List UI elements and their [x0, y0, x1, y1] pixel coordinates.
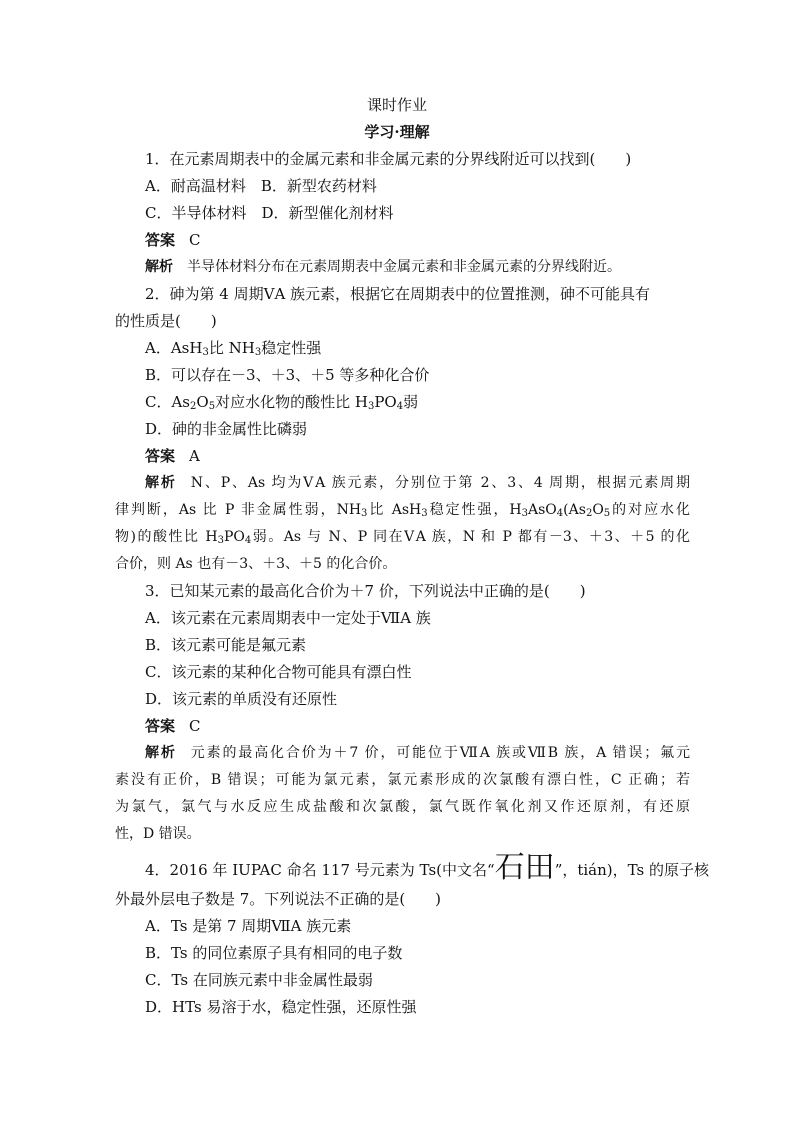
subscript: 2 — [190, 401, 197, 412]
q4-option-b: B．Ts 的同位素原子具有相同的电子数 — [145, 944, 403, 962]
q3-option-a: A．该元素在元素周期表中一定处于ⅦA 族 — [145, 609, 431, 627]
text: 的对应水化 — [610, 502, 690, 518]
subscript: 3 — [217, 535, 225, 546]
text: 4．2016 年 IUPAC 命名 117 号元素为 Ts(中文名“ — [145, 861, 495, 879]
q3-option-d: D．该元素的单质没有还原性 — [145, 690, 338, 708]
text: 比 NH — [208, 339, 255, 357]
analysis-label: 解析 — [145, 259, 173, 275]
analysis-label: 解析 — [145, 475, 177, 491]
subscript: 4 — [556, 508, 564, 519]
text: (As — [563, 502, 586, 518]
q2-option-b: B．可以存在－3、＋3、＋5 等多种化合价 — [145, 366, 430, 384]
subscript: 5 — [208, 401, 216, 412]
text: 弱 — [403, 393, 419, 411]
text: O — [196, 393, 209, 411]
q3-stem: 3．已知某元素的最高化合价为＋7 价，下列说法中正确的是( ) — [145, 582, 586, 600]
q2-option-c — [145, 389, 690, 416]
text: 比 AsH — [367, 502, 422, 518]
q2-stem-line2: 的性质是( ) — [115, 312, 217, 330]
answer-value: A — [189, 447, 200, 465]
q3-answer — [145, 713, 690, 740]
text: 律判断，As 比 P 非金属性弱，NH — [115, 502, 362, 518]
q2-analysis-line3 — [115, 524, 690, 551]
answer-label: 答案 — [145, 447, 176, 465]
q4-option-d: D．HTs 易溶于水，稳定性强，还原性强 — [145, 998, 417, 1016]
page-title: 课时作业 — [366, 96, 427, 114]
answer-value: C — [189, 231, 201, 249]
q1-stem: 1．在元素周期表中的金属元素和非金属元素的分界线附近可以找到( ) — [145, 150, 632, 168]
analysis-text: 元素的最高化合价为＋7 价，可能位于ⅦA 族或ⅦB 族，A 错误；氟元 — [190, 745, 690, 761]
text: A．AsH — [145, 339, 203, 357]
q2-option-a — [145, 335, 690, 362]
q1-options-cd: C．半导体材料 D．新型催化剂材料 — [145, 204, 394, 222]
text: 弱。As 与 N、P 同在ⅤA 族，N 和 P 都有－3、＋3、＋5 的化 — [251, 529, 690, 545]
q3-analysis-line3: 为氯气，氯气与水反应生成盐酸和次氯酸，氯气既作氧化剂又作还原剂，有还原 — [115, 799, 690, 815]
text: C．As — [145, 393, 191, 411]
subscript: 4 — [396, 401, 404, 412]
q1-options-ab: A．耐高温材料 B．新型农药材料 — [145, 177, 377, 195]
answer-label: 答案 — [145, 717, 176, 735]
q4-option-a: A．Ts 是第 7 周期ⅦA 族元素 — [145, 917, 352, 935]
subscript: 2 — [585, 508, 593, 519]
q3-option-c: C．该元素的某种化合物可能具有漂白性 — [145, 663, 412, 681]
text: PO — [224, 529, 245, 545]
q3-analysis-line4: 性，D 错误。 — [115, 826, 201, 842]
element-character: 石田 — [494, 850, 555, 885]
answer-label: 答案 — [145, 231, 176, 249]
q2-stem-line1: 2．砷为第 4 周期ⅤA 族元素，根据它在周期表中的位置推测，砷不可能具有 — [145, 285, 651, 303]
q4-stem-line1 — [145, 850, 710, 885]
subscript: 3 — [202, 347, 209, 358]
q2-analysis-line2 — [115, 497, 690, 524]
subscript: 4 — [244, 535, 252, 546]
text: AsO — [528, 502, 557, 518]
text: PO — [374, 393, 397, 411]
text: 稳定性强 — [261, 339, 322, 357]
subscript: 3 — [521, 508, 529, 519]
answer-value: C — [189, 717, 201, 735]
q4-stem-line2: 外最外层电子数是 7。下列说法不正确的是( ) — [115, 890, 442, 908]
analysis-label: 解析 — [145, 745, 177, 761]
q2-answer — [145, 443, 690, 470]
text: O — [592, 502, 604, 518]
subscript: 3 — [421, 508, 428, 519]
subscript: 5 — [603, 508, 611, 519]
subscript: 3 — [361, 508, 368, 519]
text: 物)的酸性比 H — [115, 529, 218, 545]
analysis-text: N、P、As 均为ⅤA 族元素，分别位于第 2、3、4 周期，根据元素周期 — [190, 475, 690, 491]
text: 稳定性强，H — [427, 502, 522, 518]
q2-analysis-line4: 合价，则 As 也有－3、＋3、＋5 的化合价。 — [115, 556, 397, 572]
q1-answer — [145, 227, 690, 254]
q3-analysis-line2: 素没有正价，B 错误；可能为氯元素，氯元素形成的次氯酸有漂白性，C 正确；若 — [115, 772, 690, 788]
section-subtitle: 学习·理解 — [364, 123, 430, 141]
subscript: 3 — [254, 347, 262, 358]
subscript: 3 — [367, 401, 375, 412]
q1-analysis — [145, 254, 690, 281]
q3-option-b: B．该元素可能是氟元素 — [145, 636, 307, 654]
text: 对应水化物的酸性比 H — [215, 393, 368, 411]
q2-analysis-line1 — [145, 470, 690, 497]
q4-option-c: C．Ts 在同族元素中非金属性最弱 — [145, 971, 373, 989]
q2-option-d: D．砷的非金属性比磷弱 — [145, 420, 308, 438]
analysis-text: 半导体材料分布在元素周期表中金属元素和非金属元素的分界线附近。 — [187, 259, 621, 275]
q3-analysis-line1 — [145, 740, 690, 767]
text: ”，tián)，Ts 的原子核 — [554, 861, 710, 879]
